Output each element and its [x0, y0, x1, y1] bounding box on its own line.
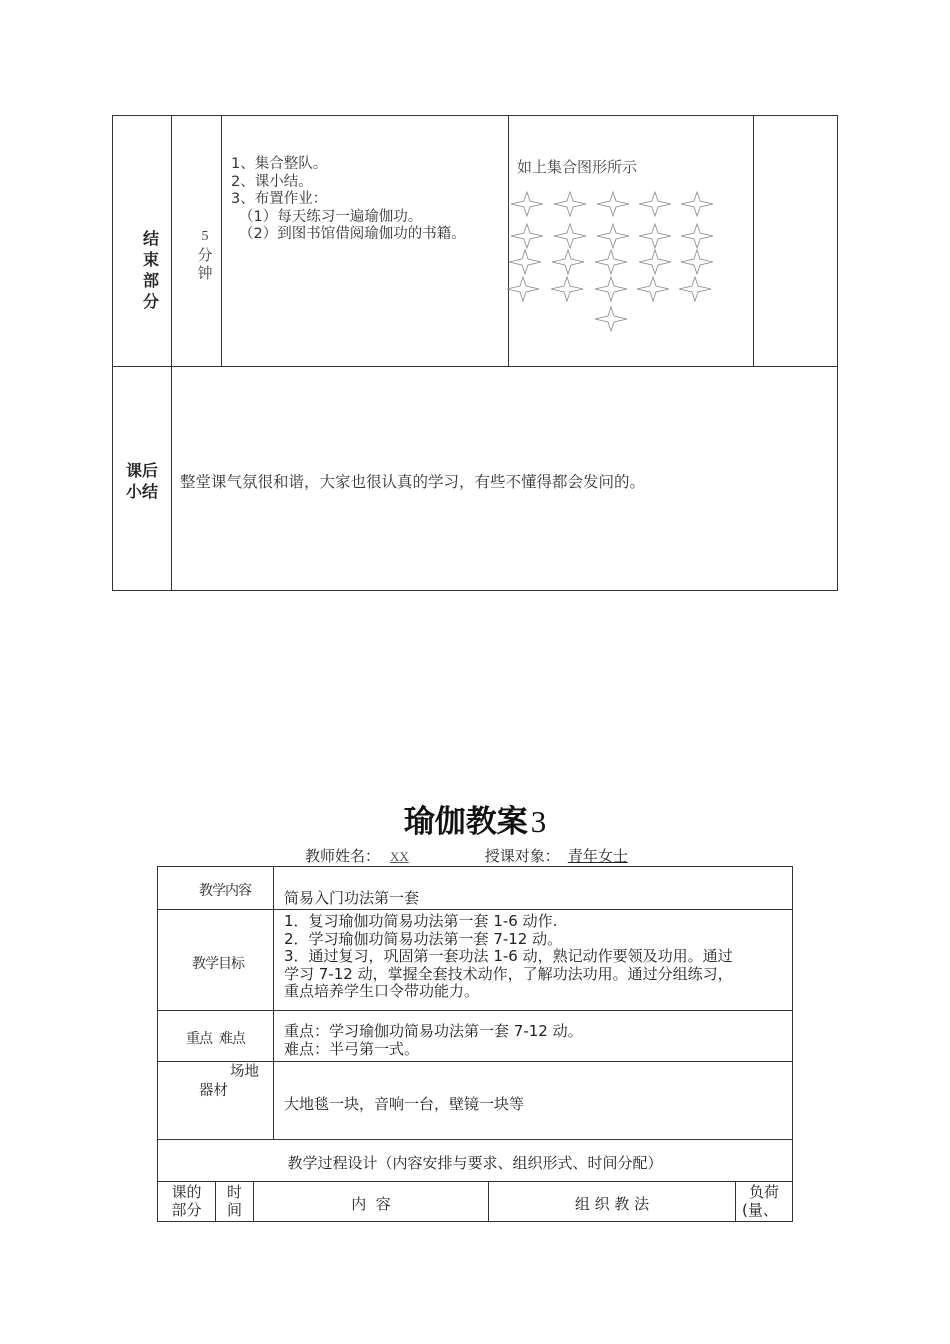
label-char: 结 [142, 229, 159, 248]
four-point-star-icon [554, 192, 586, 216]
goal-line: 学习 7-12 动，掌握全套技术动作，了解功法功用。通过分组练习， [284, 964, 733, 983]
audience-label: 授课对象： [484, 847, 560, 865]
four-point-star-icon [511, 224, 543, 248]
label-column-divider [171, 115, 172, 591]
four-point-star-icon [597, 192, 629, 216]
teacher-label: 教师姓名： [305, 847, 381, 865]
four-point-star-icon [595, 250, 627, 274]
content-line: （1）每天练习一遍瑜伽功。 [239, 208, 423, 225]
teacher-value: XX [390, 849, 409, 864]
four-point-star-icon [554, 224, 586, 248]
col-header-load [736, 1183, 792, 1219]
time-line: 5 [201, 229, 209, 244]
table-border-right [837, 115, 838, 591]
label-char: 部 [142, 271, 159, 290]
content-label: 教学内容 [199, 883, 251, 899]
header-line: 时 [226, 1183, 242, 1201]
method-column-divider [753, 115, 754, 367]
label-line: 器材 [199, 1083, 228, 1099]
lesson-plan-title [0, 796, 950, 841]
keypoints-label: 重点 难点 [186, 1031, 245, 1047]
row-line [157, 909, 793, 910]
header-line: 负荷 [748, 1183, 779, 1201]
row-line [157, 1061, 793, 1062]
keypoint-line: 重点：学习瑜伽功简易功法第一套 7-12 动。 [284, 1022, 583, 1040]
keypoints-content [284, 1022, 583, 1058]
col-header-part [158, 1183, 215, 1219]
four-point-star-icon [509, 250, 541, 274]
four-point-star-icon [551, 277, 583, 301]
ending-time [190, 228, 220, 282]
goals-label: 教学目标 [192, 956, 244, 972]
process-header: 教学过程设计（内容安排与要求、组织形式、时间分配） [287, 1154, 663, 1172]
formation-diagram [505, 186, 730, 336]
teacher-info [305, 845, 628, 866]
four-point-star-icon [681, 224, 713, 248]
row-line [157, 866, 793, 867]
four-point-star-icon [679, 277, 711, 301]
goal-line: 2．学习瑜伽功简易功法第一套 7-12 动。 [284, 929, 563, 948]
four-point-star-icon [639, 250, 671, 274]
label-char: 束 [142, 250, 159, 269]
ending-content [231, 156, 466, 244]
header-line: 课的 [171, 1183, 202, 1201]
equipment-label [199, 1063, 259, 1101]
summary-section-label [118, 460, 166, 502]
title-main: 瑜伽教案 [403, 804, 528, 840]
time-column-divider [221, 115, 222, 367]
label-char: 分 [142, 292, 159, 311]
content-line: 3、布置作业： [231, 191, 328, 207]
four-point-star-icon [639, 192, 671, 216]
summary-text: 整堂课气氛很和谐，大家也很认真的学习，有些不懂得都会发问的。 [180, 473, 646, 491]
label-line: 场地 [230, 1064, 259, 1080]
goal-line: 3．通过复习，巩固第一套功法 1-6 动，熟记动作要领及功用。通过 [284, 947, 733, 965]
col-header-time [216, 1183, 253, 1219]
goal-line: 1．复习瑜伽功简易功法第一套 1-6 动作. [284, 912, 558, 930]
table-border-bottom [112, 590, 838, 591]
time-line: 分 [197, 246, 213, 264]
row-line [157, 1139, 793, 1140]
time-line: 钟 [197, 264, 213, 282]
four-point-star-icon [637, 277, 669, 301]
ending-section-label [139, 228, 163, 312]
content-line: 2、课小结。 [231, 173, 313, 190]
audience-value: 青年女士 [567, 847, 628, 865]
four-point-star-icon [681, 250, 713, 274]
content-line: （2）到图书馆借阅瑜伽功的书籍。 [239, 226, 466, 242]
four-point-star-icon [507, 277, 539, 301]
four-point-star-icon [595, 307, 627, 331]
label-line: 小结 [125, 482, 158, 501]
four-point-star-icon [511, 192, 543, 216]
ending-method-text: 如上集合图形所示 [517, 158, 638, 176]
title-number: 3 [530, 804, 547, 839]
col-header-method: 组 织 教 法 [574, 1195, 650, 1213]
header-line: 间 [226, 1201, 242, 1219]
four-point-star-icon [639, 224, 671, 248]
equipment-value: 大地毯一块，音响一台，壁镜一块等 [284, 1095, 525, 1113]
keypoint-line: 难点：半弓第一式。 [284, 1040, 420, 1058]
four-point-star-icon [597, 224, 629, 248]
row-line [157, 1010, 793, 1011]
four-point-star-icon [552, 250, 584, 274]
goals-content [284, 913, 733, 1001]
label-line: 课后 [125, 461, 158, 480]
content-value: 简易入门功法第一套 [284, 889, 420, 907]
four-point-star-icon [595, 277, 627, 301]
col-line [273, 866, 274, 1139]
four-point-star-icon [681, 192, 713, 216]
goal-line: 重点培养学生口令带功能力。 [284, 982, 480, 1000]
header-line: 部分 [171, 1201, 202, 1219]
col-header-content: 内 容 [351, 1195, 391, 1213]
header-line: (量、 [742, 1201, 778, 1219]
table-border-left [112, 115, 113, 591]
content-line: 1、集合整队。 [231, 156, 328, 172]
